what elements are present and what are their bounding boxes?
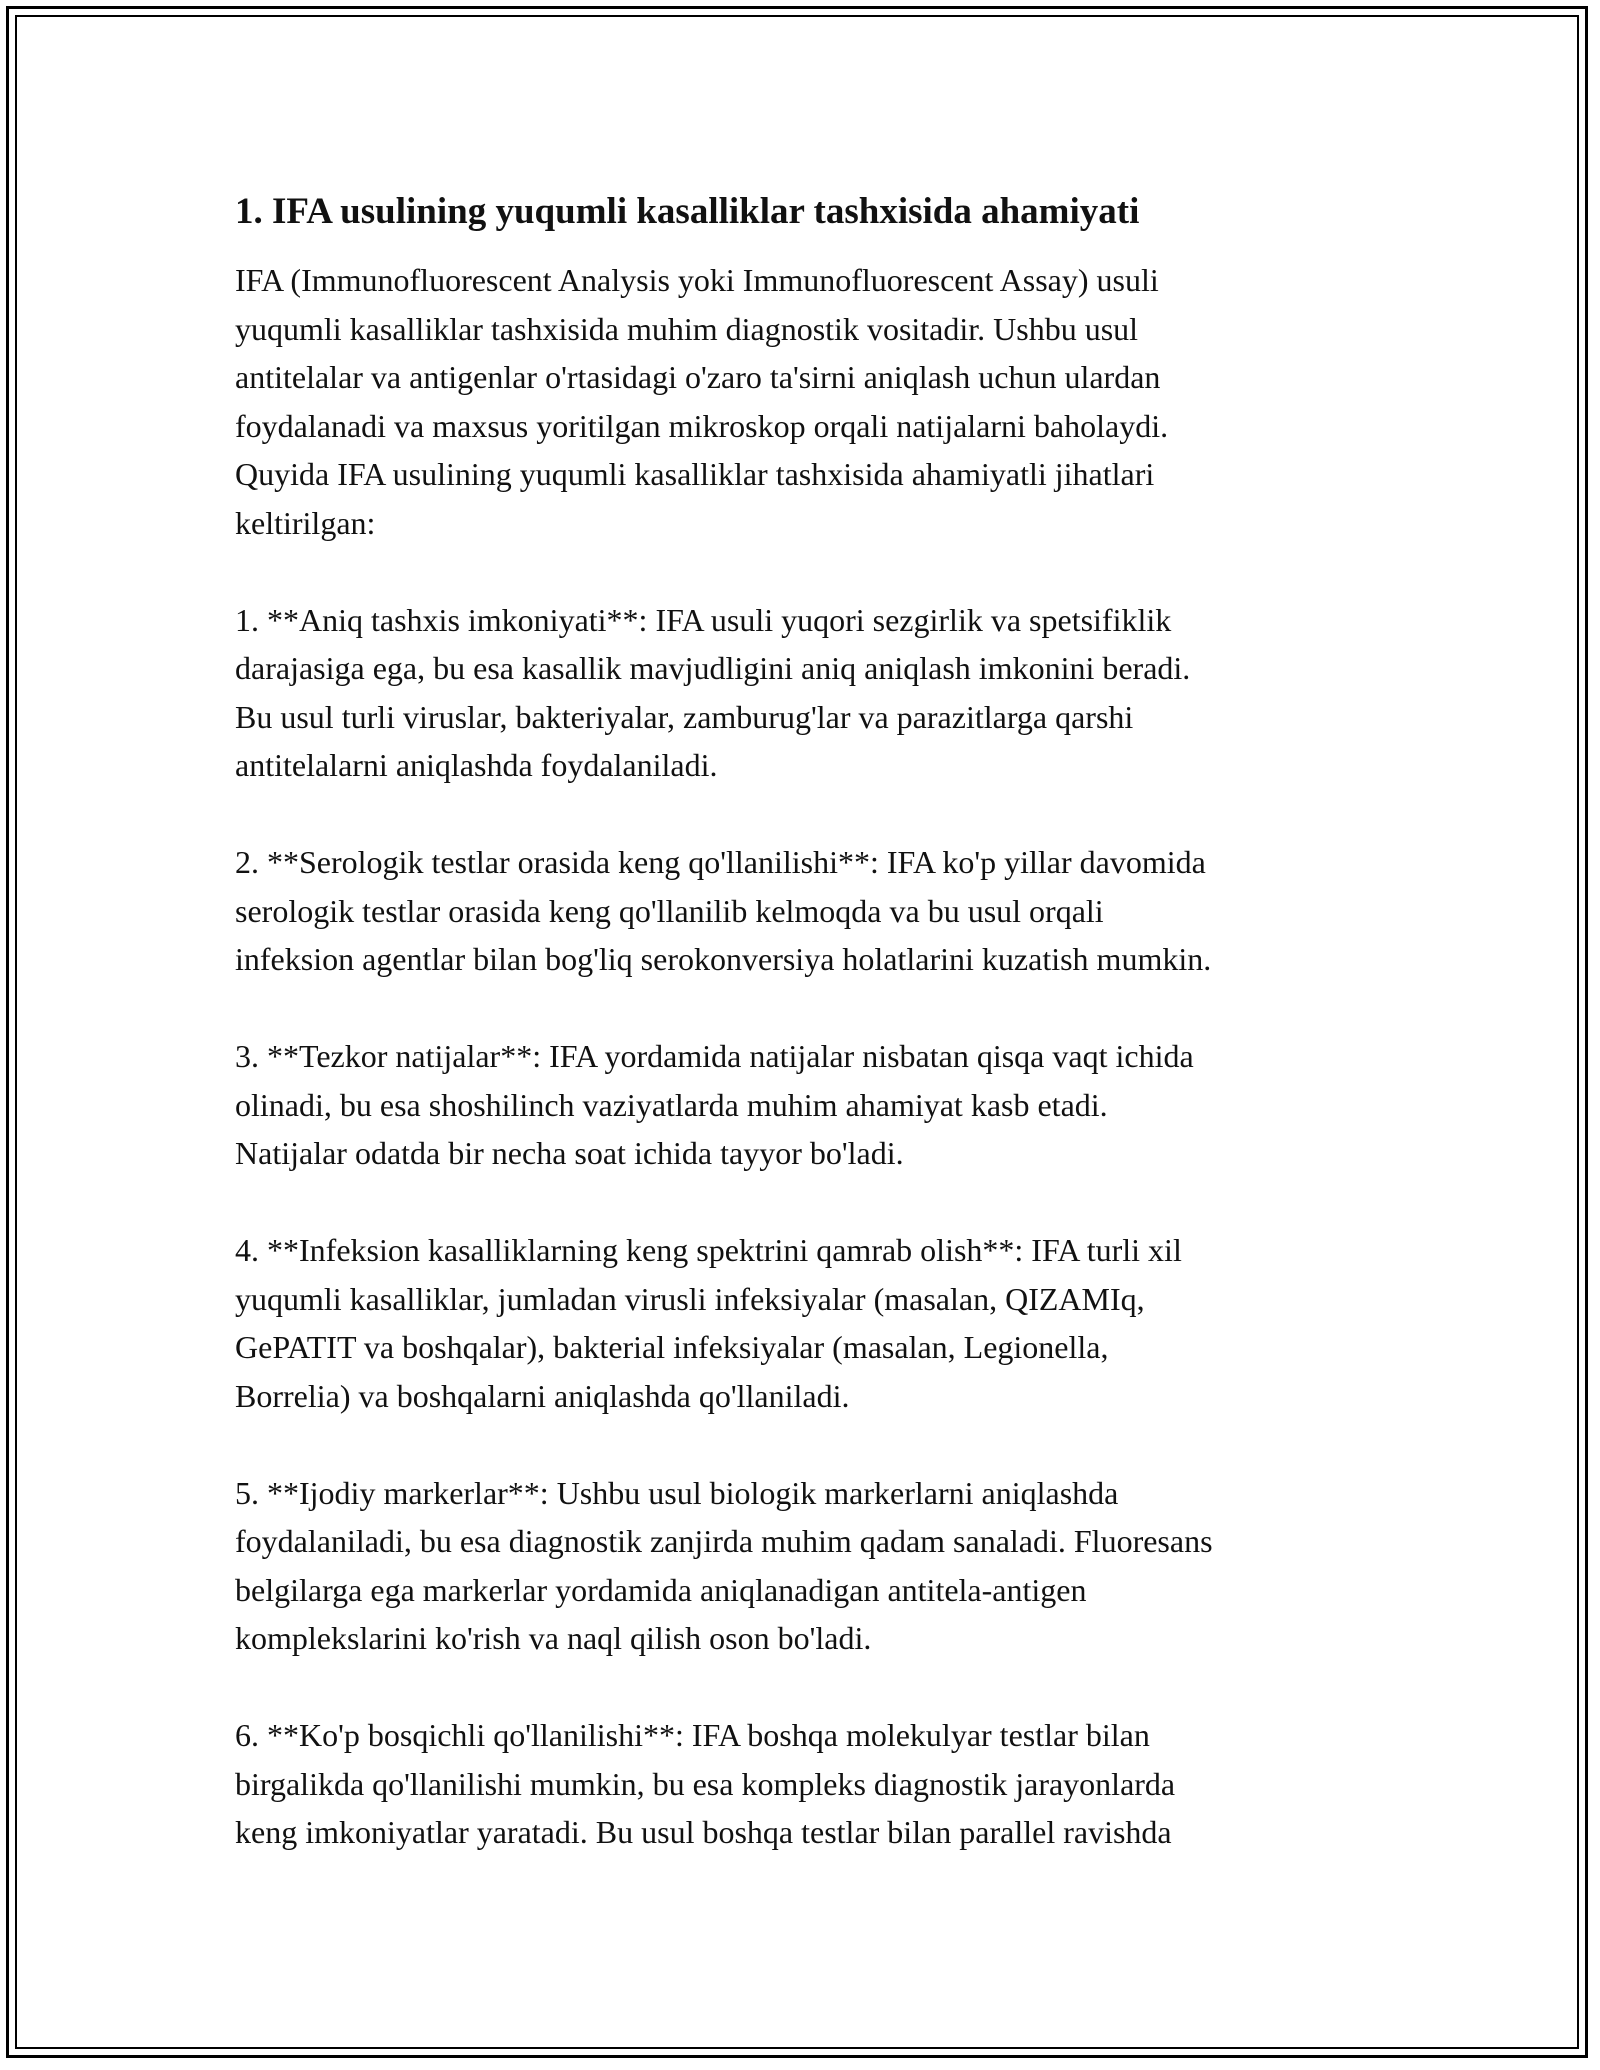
- list-item-2: 2. **Serologik testlar orasida keng qo'llanilishi**: IFA ko'p yillar davomida serologik testlar orasida keng qo'llanilib kelmoqda va bu usul orqali infeksion agentlar bilan bog'liq serokonversiya holatlarini kuzatish mumkin.: [235, 844, 1212, 977]
- intro-paragraph: IFA (Immunofluorescent Analysis yoki Immunofluorescent Assay) usuli yuqumli kasalliklar tashxisida muhim diagnostik vositadir. Ushbu usul antitelalar va antigenlar o'rtasidagi o'zaro ta'sirni aniqlash uchun ulardan foydalanadi va maxsus yoritilgan mikroskop orqali natijalarni baholaydi. Quyida IFA usulining yuqumli kasalliklar tashxisida ahamiyatli jihatlari keltirilgan:: [235, 262, 1169, 541]
- list-item-6: 6. **Ko'p bosqichli qo'llanilishi**: IFA boshqa molekulyar testlar bilan birgalikda qo'llanilishi mumkin, bu esa kompleks diagnostik jarayonlarda keng imkoniyatlar yaratadi. Bu usul boshqa testlar bilan parallel ravishda: [235, 1717, 1176, 1850]
- paragraph-gap: [235, 1663, 1365, 1712]
- paragraph-gap: [235, 984, 1365, 1033]
- list-item-4: 4. **Infeksion kasalliklarning keng spektrini qamrab olish**: IFA turli xil yuqumli kasalliklar, jumladan virusli infeksiyalar (masalan, QIZAMIq, GePATIT va boshqalar), bakterial infeksiyalar (masalan, Legionella, Borrelia) va boshqalarni aniqlashda qo'llaniladi.: [235, 1232, 1182, 1414]
- list-item-5: 5. **Ijodiy markerlar**: Ushbu usul biologik markerlarni aniqlashda foydalaniladi, bu esa diagnostik zanjirda muhim qadam sanaladi. Fluoresans belgilarga ega markerlar yordamida aniqlanadigan antitela-antigen komplekslarini ko'rish va naql qilish oson bo'ladi.: [235, 1474, 1213, 1656]
- paragraph-gap: [235, 790, 1365, 839]
- paragraph-gap: [235, 1420, 1365, 1469]
- section-heading: 1. IFA usulining yuqumli kasalliklar tashxisida ahamiyati: [235, 191, 1140, 232]
- paragraph-gap: [235, 1178, 1365, 1227]
- list-item-3: 3. **Tezkor natijalar**: IFA yordamida natijalar nisbatan qisqa vaqt ichida olinadi, bu esa shoshilinch vaziyatlarda muhim ahamiyat kasb etadi. Natijalar odatda bir necha soat ichida tayyor bo'ladi.: [235, 1038, 1194, 1171]
- document-body: [235, 188, 1365, 1857]
- paragraph-gap: [235, 547, 1365, 596]
- list-item-1: 1. **Aniq tashxis imkoniyati**: IFA usuli yuqori sezgirlik va spetsifiklik darajasiga ega, bu esa kasallik mavjudligini aniq aniqlash imkonini beradi. Bu usul turli viruslar, bakteriyalar, zamburug'lar va parazitlarga qarshi antitelalarni aniqlashda foydalaniladi.: [235, 601, 1191, 783]
